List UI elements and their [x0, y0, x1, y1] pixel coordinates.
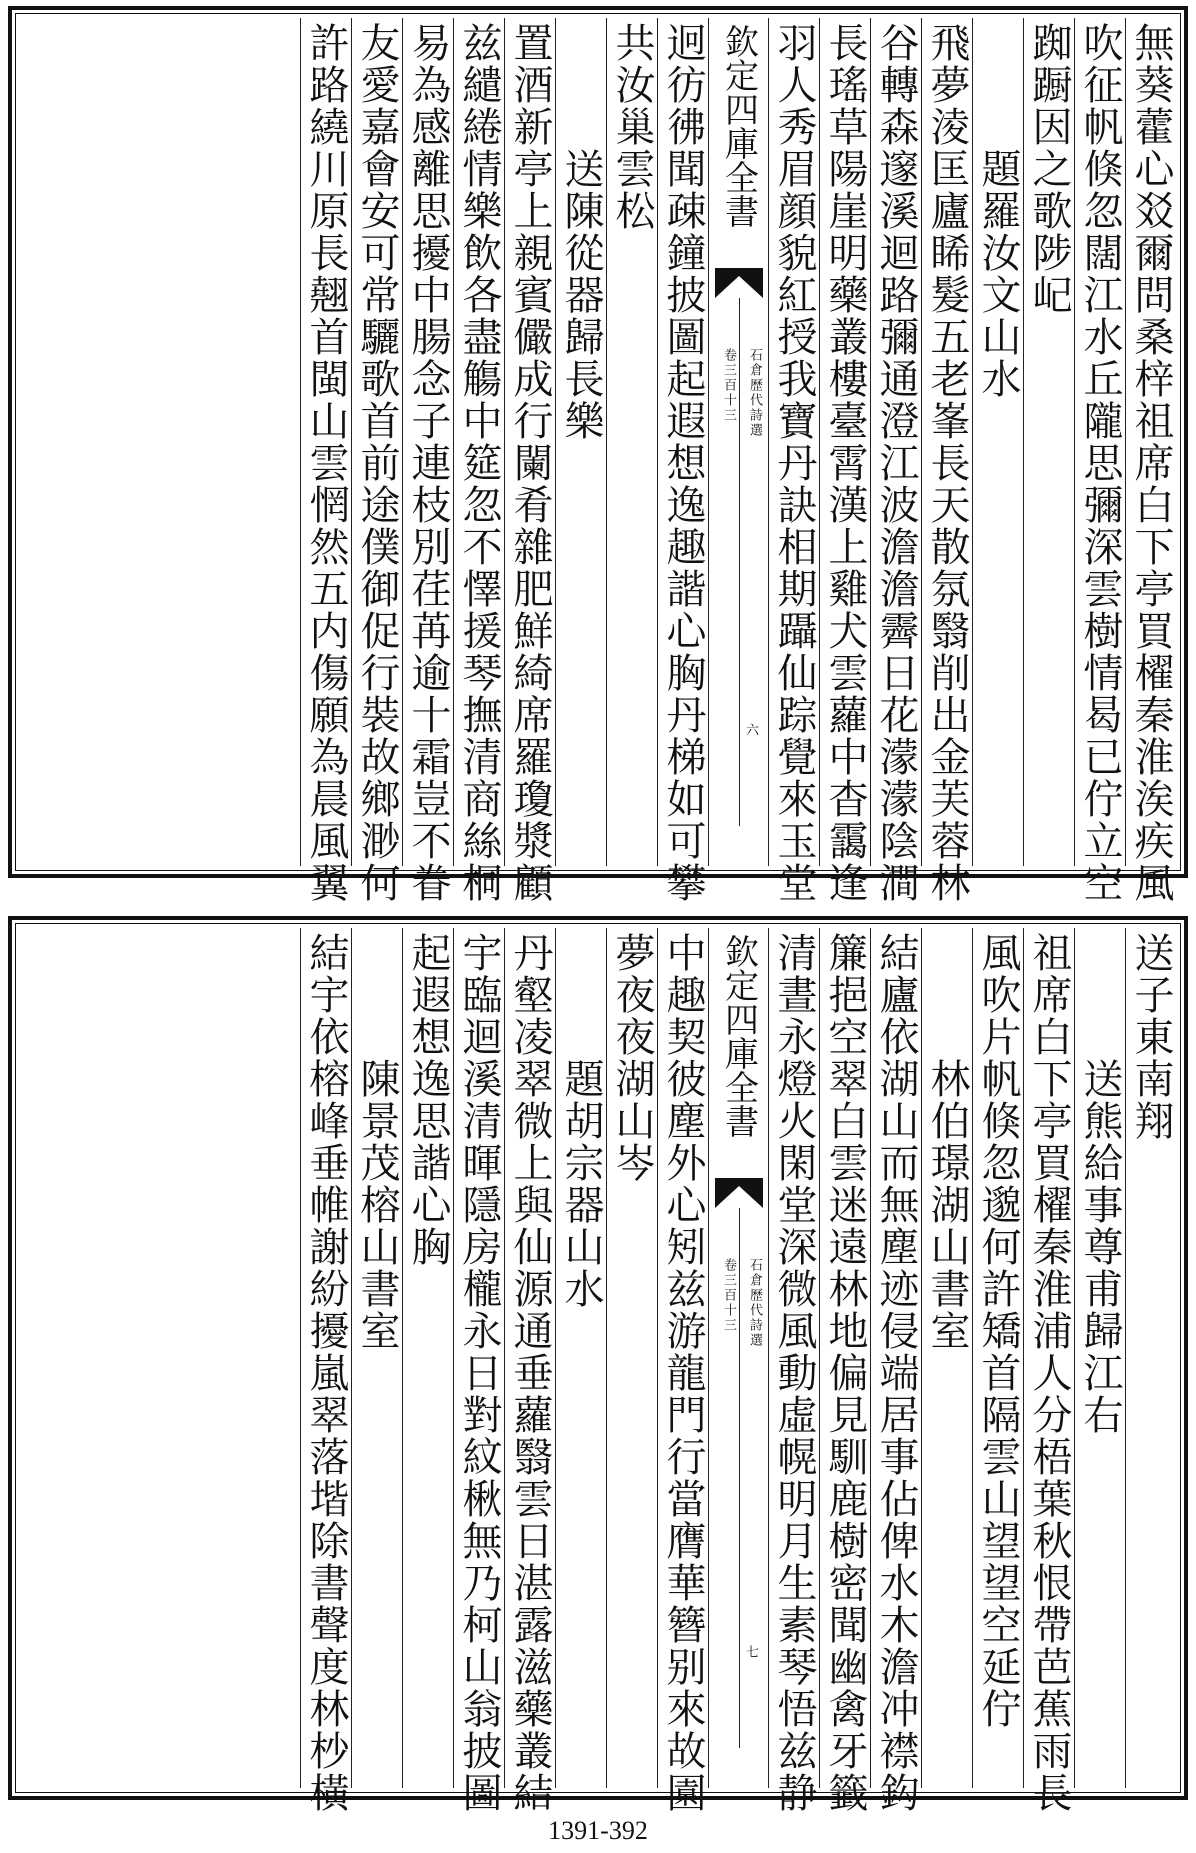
column-text: 無葵藿心㸚爾問桑梓祖席白下亭買櫂秦淮涘疾風 — [1128, 22, 1174, 904]
text-column — [402, 928, 453, 1788]
text-column — [819, 928, 870, 1814]
gutter-juan-number: 卷三百十三 — [721, 1258, 736, 1333]
text-column — [972, 18, 1023, 866]
text-column — [657, 928, 708, 1814]
column-text: 許路繞川原長翹首閩山雲惘然五内傷願為晨風翼 — [303, 22, 349, 904]
text-column — [1125, 928, 1176, 1788]
column-text: 簾挹空翠白雲迷遠林地偏見馴鹿樹密聞幽禽牙籤 — [822, 932, 868, 1814]
text-column — [606, 18, 657, 866]
text-column — [402, 18, 453, 904]
text-column — [351, 928, 402, 1788]
column-text: 谷轉森邃溪迴路彌通澄江波澹澹霽日花濛濛陰澗 — [873, 22, 919, 904]
column-text: 結廬依湖山而無塵迹侵端居事佔俾水木澹冲襟鈎 — [873, 932, 919, 1814]
text-column — [300, 18, 351, 904]
poem-title: 送陳從器歸長樂 — [558, 148, 604, 442]
page-bottom — [8, 916, 1188, 1814]
text-column — [300, 928, 351, 1814]
text-column — [1023, 928, 1074, 1814]
column-text: 結宇依榕峰垂帷謝紛擾嵐翠落堦除書聲度林杪橫 — [303, 932, 349, 1814]
column-text: 清晝永燈火閑堂深微風動虛幌明月生素琴悟兹静 — [771, 932, 817, 1814]
column-text: 起遐想逸思諧心胸 — [405, 932, 451, 1268]
text-column — [657, 18, 708, 904]
gutter-title: 欽定四庫全書 — [718, 24, 759, 228]
column-text: 羽人秀眉顔貌紅授我寶丹訣相期躡仙踪覺來玉堂 — [771, 22, 817, 904]
text-column — [351, 18, 402, 904]
column-text: 夢夜夜湖山岑 — [609, 932, 655, 1184]
poem-title: 林伯璟湖山書室 — [924, 1058, 970, 1352]
column-text: 共汝巢雲松 — [609, 22, 655, 232]
text-column — [921, 18, 972, 904]
gutter-book-title: 石倉歷代詩選 — [747, 1258, 762, 1348]
text-column — [555, 18, 606, 866]
columns-top — [20, 18, 1176, 904]
gutter-book-title: 石倉歷代詩選 — [747, 348, 762, 438]
column-text: 迥彷彿聞疎鐘披圖起遐想逸趣諧心胸丹梯如可攀 — [660, 22, 706, 904]
column-text: 送子東南翔 — [1128, 932, 1174, 1142]
gutter-leaf-number: 六 — [743, 723, 758, 736]
text-column — [504, 928, 555, 1814]
column-text: 丹壑凌翠微上與仙源通垂蘿翳雲日湛露滋藥叢結 — [507, 932, 553, 1814]
gutter-juan-number: 卷三百十三 — [721, 348, 736, 423]
text-column — [819, 18, 870, 904]
poem-title: 題羅汝文山水 — [975, 148, 1021, 400]
columns-bottom — [20, 928, 1176, 1814]
text-column — [768, 18, 819, 904]
gutter-leaf-number: 七 — [743, 1645, 758, 1658]
text-column — [972, 928, 1023, 1788]
column-text: 友愛嘉會安可常驪歌首前途僕御促行裝故鄉渺何 — [354, 22, 400, 904]
gutter-rule — [739, 1208, 740, 1748]
gutter-title: 欽定四庫全書 — [718, 934, 759, 1138]
column-text: 飛夢淩匡廬睎髮五老峯長天散氛翳削出金芙蓉林 — [924, 22, 970, 904]
poem-title: 題胡宗器山水 — [558, 1058, 604, 1310]
column-text: 兹繾綣情樂飲各盡觴中筵忽不懌援琴撫清商絲桐 — [456, 22, 502, 904]
text-column — [1023, 18, 1074, 866]
fishtail-mark-icon — [715, 268, 763, 298]
column-text: 吹征帆倏忽闊江水丘隴思彌深雲樹情曷已佇立空 — [1077, 22, 1123, 904]
column-text: 風吹片帆倏忽邈何許矯首隔雲山望望空延佇 — [975, 932, 1021, 1730]
text-column — [870, 18, 921, 904]
text-column — [453, 928, 504, 1814]
column-text: 宇臨迴溪清暉隱房櫳永日對紋楸無乃柯山翁披圖 — [456, 932, 502, 1814]
column-text: 易為感離思擾中腸念子連枝別荏苒逾十霜豈不眷 — [405, 22, 451, 904]
text-column — [870, 928, 921, 1814]
page-top — [8, 6, 1188, 904]
gutter-rule — [739, 298, 740, 826]
text-column — [555, 928, 606, 1788]
text-column — [1125, 18, 1176, 904]
column-text: 中趣契彼塵外心矧兹游龍門行當膺華簪别來故園 — [660, 932, 706, 1814]
page-number: 1391-392 — [548, 1816, 648, 1845]
text-column — [453, 18, 504, 904]
text-column — [1074, 928, 1125, 1788]
fishtail-mark-icon — [715, 1178, 763, 1208]
text-column — [606, 928, 657, 1788]
center-gutter — [708, 928, 768, 1788]
center-gutter — [708, 18, 768, 866]
column-text: 置酒新亭上親賓儼成行闌肴雜肥鮮綺席羅瓊漿顧 — [507, 22, 553, 904]
column-text: 祖席白下亭買櫂秦淮浦人分梧葉秋恨帶芭蕉雨長 — [1026, 932, 1072, 1814]
poem-title: 陳景茂榕山書室 — [354, 1058, 400, 1352]
text-column — [1074, 18, 1125, 904]
column-text: 長瑤草陽崖明藥叢樓臺霄漢上雞犬雲蘿中杳靄逢 — [822, 22, 868, 904]
poem-title: 送熊給事尊甫歸江右 — [1077, 1058, 1123, 1436]
column-text: 踟蹰因之歌陟屺 — [1026, 22, 1072, 316]
text-column — [921, 928, 972, 1788]
text-column — [768, 928, 819, 1814]
text-column — [504, 18, 555, 904]
